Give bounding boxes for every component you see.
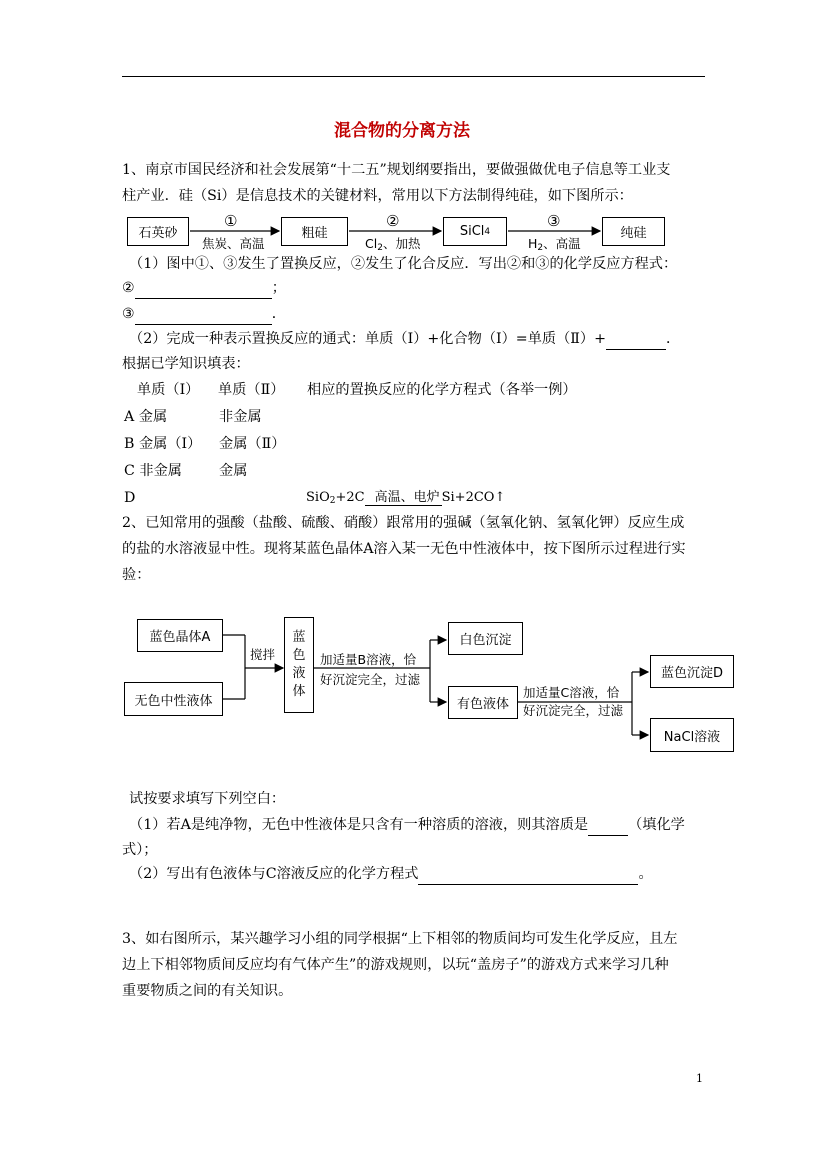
flow-condition-1: 焦炭、高温 <box>202 236 265 251</box>
q1-table-intro: 根据已学知识填表： <box>122 356 250 372</box>
page-title: 混合物的分离方法 <box>334 121 470 141</box>
label-stir: 搅拌 <box>250 647 276 662</box>
q1-blank-2: ② ； <box>122 278 286 299</box>
q1-text-line2: 柱产业．硅（Si）是信息技术的关键材料，常用以下方法制得纯硅，如下图所示： <box>122 188 633 204</box>
table-header-col3: 相应的置换反应的化学方程式（各举一例） <box>307 382 577 398</box>
answer-blank-solute[interactable] <box>588 815 628 836</box>
table-row-c-col2: 金属 <box>219 463 248 479</box>
q2-text-line2: 的盐的水溶液显中性。现将某蓝色晶体A溶入某一无色中性液体中，按下图所示过程进行实 <box>122 541 686 557</box>
table-row-a-col2: 非金属 <box>219 409 262 425</box>
box-blue-precipitate-d: 蓝色沉淀D <box>650 655 734 688</box>
flow-box-pure-silicon: 纯硅 <box>602 217 665 246</box>
page-number: 1 <box>696 1072 703 1085</box>
flow-step-2-label: ② <box>386 212 400 230</box>
box-white-precipitate: 白色沉淀 <box>448 622 523 655</box>
q1-text-line1: 1、南京市国民经济和社会发展第“十二五”规划纲要指出，要做强做优电子信息等工业支 <box>122 162 671 178</box>
q2-part2: （2）写出有色液体与C溶液反应的化学方程式 。 <box>129 864 653 885</box>
q1-sub1: （1）图中①、③发生了置换反应，②发生了化合反应．写出②和③的化学反应方程式： <box>129 256 678 272</box>
table-header-col2: 单质（Ⅱ） <box>218 382 285 398</box>
box-nacl-solution: NaCl溶液 <box>650 718 734 752</box>
box-blue-liquid: 蓝 色 液 体 <box>284 617 314 713</box>
q2-instructions: 试按要求填写下列空白： <box>129 791 286 807</box>
q1-sub2: （2）完成一种表示置换反应的通式：单质（I）+化合物（I）=单质（Ⅱ）+ ． <box>129 329 680 350</box>
gas-up-arrow-icon: ↑ <box>494 490 506 505</box>
q2-text-line3: 验： <box>122 567 151 583</box>
label-add-c-line2: 好沉淀完全，过滤 <box>523 703 624 718</box>
box-blue-crystal-a: 蓝色晶体A <box>137 619 223 652</box>
box-colored-liquid: 有色液体 <box>448 686 518 719</box>
q3-text-line1: 3、如右图所示，某兴趣学习小组的同学根据“上下相邻的物质间均可发生化学反应，且左 <box>122 931 678 947</box>
table-row-a: A 金属 <box>124 409 168 425</box>
flow-condition-3: $H_2$、高温 <box>528 236 581 253</box>
flow-step-1-label: ① <box>224 212 238 230</box>
q1-blank-3: ③ ． <box>122 304 286 325</box>
flow-box-crude-silicon: 粗硅 <box>281 217 348 246</box>
label-add-c-line1: 加适量C溶液，恰 <box>523 685 620 700</box>
box-colorless-neutral-liquid: 无色中性液体 <box>124 682 223 716</box>
table-row-d: D <box>124 490 136 506</box>
label-add-b-line2: 好沉淀完全，过滤 <box>320 672 421 687</box>
table-row-b-col2: 金属（Ⅱ） <box>219 436 286 452</box>
flow-condition-2: $Cl_2$、加热 <box>365 236 421 253</box>
answer-blank-equation[interactable] <box>418 864 638 885</box>
table-row-b: B 金属（I） <box>124 436 202 452</box>
q2-part1-line1: （1）若A是纯净物，无色中性液体是只含有一种溶质的溶液，则其溶质是 （填化学 <box>129 815 685 836</box>
q2-part1-line2: 式）； <box>122 842 158 858</box>
flow-box-quartz-sand: 石英砂 <box>127 217 189 246</box>
table-header-col1: 单质（I） <box>137 382 200 398</box>
table-row-d-equation: SiO$_2$+2C 高温、电炉 Si+2CO↑ <box>306 490 506 506</box>
flow-box-sicl4: SiCl 4 <box>443 217 507 246</box>
label-add-b-line1: 加适量B溶液，恰 <box>320 652 417 667</box>
flow-step-3-label: ③ <box>547 212 561 230</box>
q3-text-line2: 边上下相邻物质间反应均有气体产生”的游戏规则，以玩“盖房子”的游戏方式来学习几种 <box>122 957 669 973</box>
q2-text-line1: 2、已知常用的强酸（盐酸、硫酸、硝酸）跟常用的强碱（氢氧化钠、氢氧化钾）反应生成 <box>122 515 685 531</box>
q3-text-line3: 重要物质之间的有关知识。 <box>122 983 293 999</box>
table-row-c: C 非金属 <box>124 463 182 479</box>
